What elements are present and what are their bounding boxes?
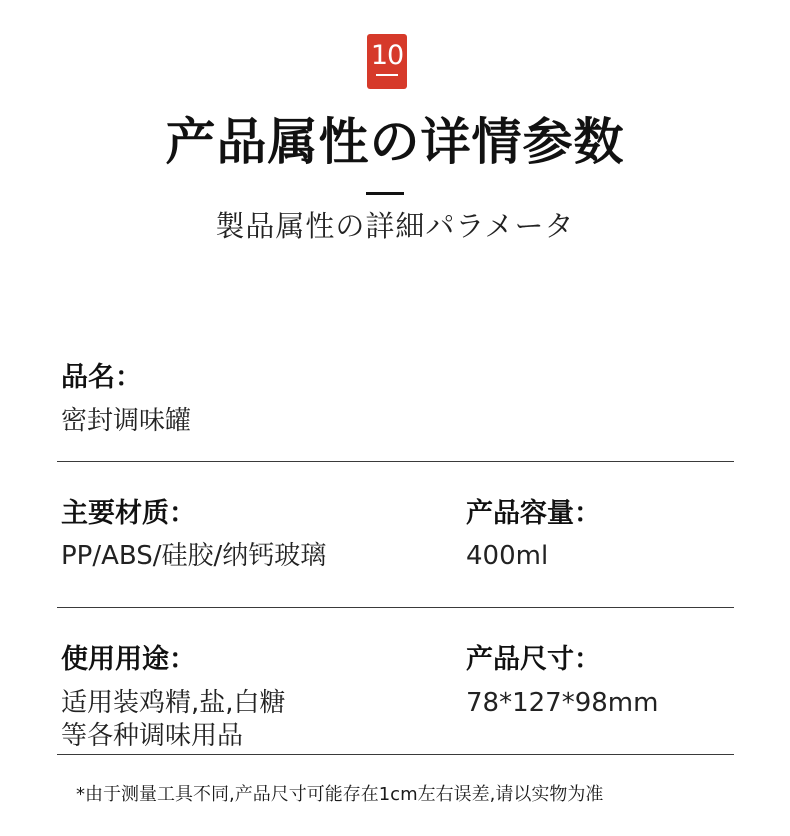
section-number: 10 [370,40,404,71]
section-number-badge [367,34,407,89]
size-disclaimer: *由于测量工具不同,产品尺寸可能存在1cm左右误差,请以实物为准 [76,784,604,805]
material-value: PP/ABS/硅胶/纳钙玻璃 [61,541,327,571]
page-title: 产品属性の详情参数 [165,113,625,171]
size-value: 78*127*98mm [466,688,659,718]
usage-value-line-1: 适用装鸡精,盐,白糖 [61,688,286,718]
usage-value-line-2: 等各种调味用品 [61,721,244,751]
capacity-label: 产品容量： [466,498,601,529]
material-label: 主要材质： [61,498,196,529]
page-subtitle: 製品属性の詳細パラメータ [215,209,575,243]
title-underline [366,192,404,195]
divider-3 [57,754,734,755]
size-label: 产品尺寸： [466,644,601,675]
divider-2 [57,607,734,608]
usage-label: 使用用途： [61,644,196,675]
product-name-value: 密封调味罐 [61,406,192,436]
divider-1 [57,461,734,462]
capacity-value: 400ml [466,541,549,571]
product-name-label: 品名： [61,362,142,393]
badge-underline [376,74,398,76]
